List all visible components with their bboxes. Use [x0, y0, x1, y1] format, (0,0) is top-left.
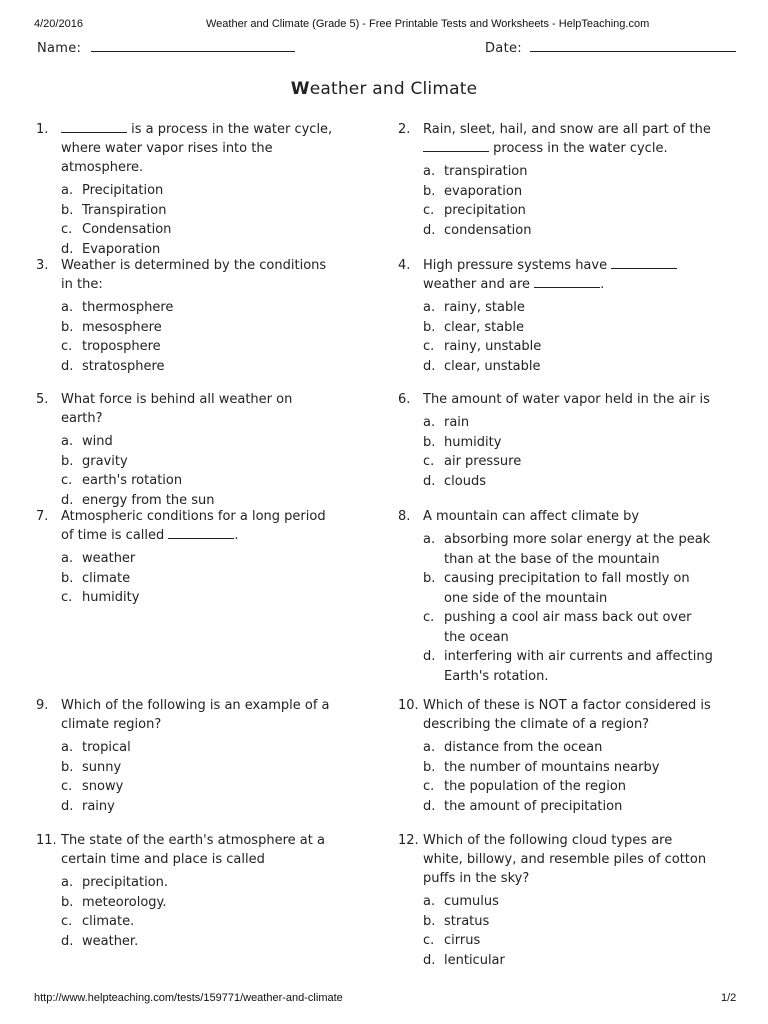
answer-option: [423, 472, 716, 492]
option-letter: a.: [61, 740, 74, 755]
question-3: [36, 256, 336, 376]
question-text-segment: Atmospheric conditions for a long period of time is called: [61, 509, 326, 543]
question-text: [61, 507, 336, 545]
answer-option: [61, 738, 336, 758]
option-letter: b.: [423, 319, 436, 335]
option-text: earth's rotation: [82, 473, 183, 488]
option-text: cirrus: [444, 933, 481, 948]
answer-options: [423, 892, 716, 970]
answer-options: [423, 738, 716, 816]
option-letter: c.: [423, 339, 435, 354]
answer-option: [61, 932, 336, 952]
answer-options: [423, 298, 716, 376]
question-10: [398, 696, 716, 816]
print-url: http://www.helpteaching.com/tests/159771/weather-and-climate: [34, 992, 343, 1004]
question-text: [61, 831, 336, 869]
option-letter: b.: [423, 913, 436, 929]
question-text: [423, 831, 716, 888]
option-letter: b.: [61, 202, 74, 218]
question-text-segment: A mountain can affect climate by: [423, 509, 640, 524]
answer-blank-line: [611, 256, 677, 269]
question-text-segment: .: [234, 528, 239, 543]
option-letter: d.: [423, 798, 436, 814]
answer-option: [423, 298, 716, 318]
option-text: stratosphere: [82, 358, 165, 374]
answer-option: [423, 201, 716, 221]
option-text: the population of the region: [444, 779, 627, 794]
question-number: 1.: [36, 122, 49, 137]
question-text: [423, 507, 716, 526]
question-text-segment: What force is behind all weather on earth?: [61, 392, 293, 426]
option-text: mesosphere: [82, 319, 162, 335]
option-letter: d.: [423, 649, 436, 664]
answer-option: [61, 797, 336, 817]
question-number: 2.: [398, 122, 411, 137]
option-text: Precipitation: [82, 183, 164, 198]
answer-option: [423, 318, 716, 338]
print-date: 4/20/2016: [34, 18, 83, 30]
option-text: troposphere: [82, 339, 161, 354]
question-text-segment: weather and are: [423, 277, 535, 292]
question-text: [61, 256, 336, 294]
option-text: thermosphere: [82, 300, 174, 315]
option-text: pushing a cool air mass back out over the ocean: [444, 610, 692, 645]
question-text-segment: The state of the earth's atmosphere at a certain time and place is called: [61, 833, 325, 867]
question-number: 8.: [398, 509, 411, 524]
answer-options: [61, 738, 336, 816]
question-5: [36, 390, 336, 510]
worksheet-title-rest: eather and Climate: [309, 79, 478, 99]
answer-option: [61, 893, 336, 913]
option-letter: a.: [423, 164, 436, 179]
option-text: clear, unstable: [444, 358, 541, 374]
option-letter: c.: [423, 610, 435, 625]
date-label: Date:: [485, 41, 522, 56]
question-4: [398, 256, 716, 376]
worksheet-title: [0, 79, 768, 99]
option-letter: b.: [423, 759, 436, 775]
answer-option: [61, 912, 336, 932]
question-12: [398, 831, 716, 970]
option-letter: b.: [423, 571, 436, 586]
answer-option: [61, 758, 336, 778]
option-letter: b.: [61, 894, 74, 910]
answer-blank-line: [534, 275, 600, 288]
option-text: rainy, stable: [444, 300, 525, 315]
answer-options: [61, 873, 336, 951]
option-letter: b.: [61, 319, 74, 335]
option-letter: c.: [423, 779, 435, 794]
option-letter: c.: [423, 454, 435, 469]
question-7: [36, 507, 336, 608]
option-letter: d.: [423, 952, 436, 968]
option-letter: b.: [61, 570, 74, 586]
answer-option: [423, 777, 716, 797]
answer-options: [423, 413, 716, 491]
question-text-segment: The amount of water vapor held in the air is: [423, 392, 710, 407]
answer-option: [61, 337, 336, 357]
question-text-segment: Rain, sleet, hail, and snow are all part of the: [423, 122, 711, 137]
option-text: weather.: [82, 933, 139, 949]
answer-options: [61, 181, 336, 259]
answer-option: [423, 797, 716, 817]
question-text-segment: process in the water cycle.: [489, 141, 668, 156]
worksheet-title-initial: W: [290, 79, 310, 99]
question-text-segment: High pressure systems have: [423, 258, 612, 273]
option-text: rainy, unstable: [444, 339, 542, 354]
date-blank-line: [530, 39, 736, 52]
question-1: [36, 120, 336, 259]
option-text: condensation: [444, 222, 532, 238]
option-letter: a.: [61, 434, 74, 449]
question-number: 10.: [398, 698, 419, 713]
option-letter: d.: [61, 933, 74, 949]
answer-options: [423, 162, 716, 240]
answer-blank-line: [61, 120, 127, 133]
option-text: clear, stable: [444, 319, 525, 335]
question-text-segment: Which of the following is an example of a climate region?: [61, 698, 330, 732]
option-letter: a.: [61, 183, 74, 198]
answer-option: [423, 530, 716, 569]
option-text: the amount of precipitation: [444, 798, 623, 814]
question-text-segment: Weather is determined by the conditions in the:: [61, 258, 327, 292]
question-number: 5.: [36, 392, 49, 407]
option-text: climate.: [82, 914, 135, 929]
question-number: 6.: [398, 392, 411, 407]
option-letter: c.: [423, 203, 435, 218]
answer-option: [61, 777, 336, 797]
option-text: tropical: [82, 740, 131, 755]
answer-option: [423, 647, 716, 686]
option-text: clouds: [444, 473, 486, 489]
option-text: absorbing more solar energy at the peak than at the base of the mountain: [444, 532, 711, 567]
answer-option: [423, 738, 716, 758]
question-11: [36, 831, 336, 951]
option-text: precipitation.: [82, 875, 169, 890]
question-text: [61, 390, 336, 428]
answer-option: [423, 357, 716, 377]
option-text: gravity: [82, 453, 128, 469]
answer-options: [423, 530, 716, 686]
answer-option: [423, 162, 716, 182]
option-text: rain: [444, 415, 470, 430]
answer-options: [61, 432, 336, 510]
answer-option: [61, 432, 336, 452]
answer-option: [423, 912, 716, 932]
question-number: 12.: [398, 833, 419, 848]
answer-option: [423, 892, 716, 912]
answer-option: [61, 298, 336, 318]
option-letter: b.: [61, 759, 74, 775]
name-field: [37, 39, 295, 56]
option-letter: c.: [61, 779, 73, 794]
answer-option: [61, 549, 336, 569]
question-number: 11.: [36, 833, 57, 848]
option-text: air pressure: [444, 454, 522, 469]
question-number: 9.: [36, 698, 49, 713]
option-text: interfering with air currents and affecting Earth's rotation.: [444, 649, 713, 684]
name-blank-line: [91, 39, 295, 52]
question-text: [61, 120, 336, 177]
answer-option: [423, 433, 716, 453]
option-letter: d.: [61, 798, 74, 814]
option-letter: c.: [61, 914, 73, 929]
question-number: 3.: [36, 258, 49, 273]
answer-option: [61, 201, 336, 221]
question-text: [423, 256, 716, 294]
option-text: wind: [82, 434, 113, 449]
answer-option: [61, 318, 336, 338]
option-text: transpiration: [444, 164, 528, 179]
option-letter: d.: [61, 241, 74, 257]
option-text: distance from the ocean: [444, 740, 603, 755]
option-letter: b.: [423, 183, 436, 199]
option-text: Evaporation: [82, 241, 161, 257]
question-8: [398, 507, 716, 686]
answer-option: [423, 337, 716, 357]
option-text: the number of mountains nearby: [444, 759, 660, 775]
answer-option: [423, 608, 716, 647]
question-2: [398, 120, 716, 240]
question-text: [423, 390, 716, 409]
answer-option: [423, 221, 716, 241]
option-text: cumulus: [444, 894, 499, 909]
option-letter: d.: [423, 358, 436, 374]
option-text: stratus: [444, 913, 490, 929]
option-text: Transpiration: [82, 202, 167, 218]
question-text-segment: .: [600, 277, 605, 292]
answer-option: [423, 758, 716, 778]
answer-option: [61, 569, 336, 589]
option-text: lenticular: [444, 952, 505, 968]
option-letter: a.: [423, 415, 436, 430]
question-text: [423, 696, 716, 734]
option-text: causing precipitation to fall mostly on one side of the mountain: [444, 571, 690, 606]
name-label: Name:: [37, 41, 82, 56]
date-field: [485, 39, 736, 56]
option-letter: a.: [423, 300, 436, 315]
question-text: [423, 120, 716, 158]
question-6: [398, 390, 716, 491]
answer-option: [61, 873, 336, 893]
answer-option: [61, 452, 336, 472]
answer-option: [423, 182, 716, 202]
answer-option: [61, 181, 336, 201]
option-text: evaporation: [444, 183, 523, 199]
option-letter: c.: [61, 339, 73, 354]
answer-option: [423, 931, 716, 951]
question-text: [61, 696, 336, 734]
option-letter: c.: [61, 473, 73, 488]
question-number: 7.: [36, 509, 49, 524]
answer-blank-line: [423, 139, 489, 152]
option-text: weather: [82, 551, 136, 566]
option-letter: d.: [61, 358, 74, 374]
option-text: snowy: [82, 779, 124, 794]
answer-option: [423, 413, 716, 433]
option-text: climate: [82, 570, 131, 586]
option-letter: a.: [61, 551, 74, 566]
option-text: rainy: [82, 798, 115, 814]
answer-option: [423, 569, 716, 608]
answer-option: [61, 220, 336, 240]
option-letter: c.: [61, 590, 73, 605]
answer-option: [61, 471, 336, 491]
option-letter: b.: [423, 434, 436, 450]
question-text-segment: Which of the following cloud types are white, billowy, and resemble piles of cotton puffs in the sky?: [423, 833, 707, 886]
option-letter: d.: [61, 492, 74, 508]
option-letter: a.: [423, 532, 436, 547]
answer-options: [61, 298, 336, 376]
answer-options: [61, 549, 336, 608]
option-text: meteorology.: [82, 894, 167, 910]
option-letter: a.: [423, 740, 436, 755]
option-letter: d.: [423, 222, 436, 238]
question-text-segment: Which of these is NOT a factor considered is describing the climate of a region?: [423, 698, 711, 732]
option-text: humidity: [444, 434, 502, 450]
option-letter: d.: [423, 473, 436, 489]
option-letter: b.: [61, 453, 74, 469]
print-header-title: Weather and Climate (Grade 5) - Free Printable Tests and Worksheets - HelpTeaching.com: [206, 18, 650, 30]
question-9: [36, 696, 336, 816]
option-letter: a.: [423, 894, 436, 909]
answer-option: [423, 452, 716, 472]
option-text: Condensation: [82, 222, 172, 237]
answer-option: [61, 357, 336, 377]
answer-blank-line: [168, 526, 234, 539]
question-text-segment: is a process in the water cycle, where water vapor rises into the atmosphere.: [61, 122, 333, 175]
option-letter: c.: [61, 222, 73, 237]
print-page-number: 1/2: [721, 992, 737, 1004]
option-text: humidity: [82, 590, 140, 605]
option-text: energy from the sun: [82, 492, 215, 508]
option-letter: a.: [61, 300, 74, 315]
option-letter: a.: [61, 875, 74, 890]
answer-option: [61, 588, 336, 608]
question-number: 4.: [398, 258, 411, 273]
option-text: precipitation: [444, 203, 526, 218]
answer-option: [423, 951, 716, 971]
option-letter: c.: [423, 933, 435, 948]
option-text: sunny: [82, 759, 122, 775]
